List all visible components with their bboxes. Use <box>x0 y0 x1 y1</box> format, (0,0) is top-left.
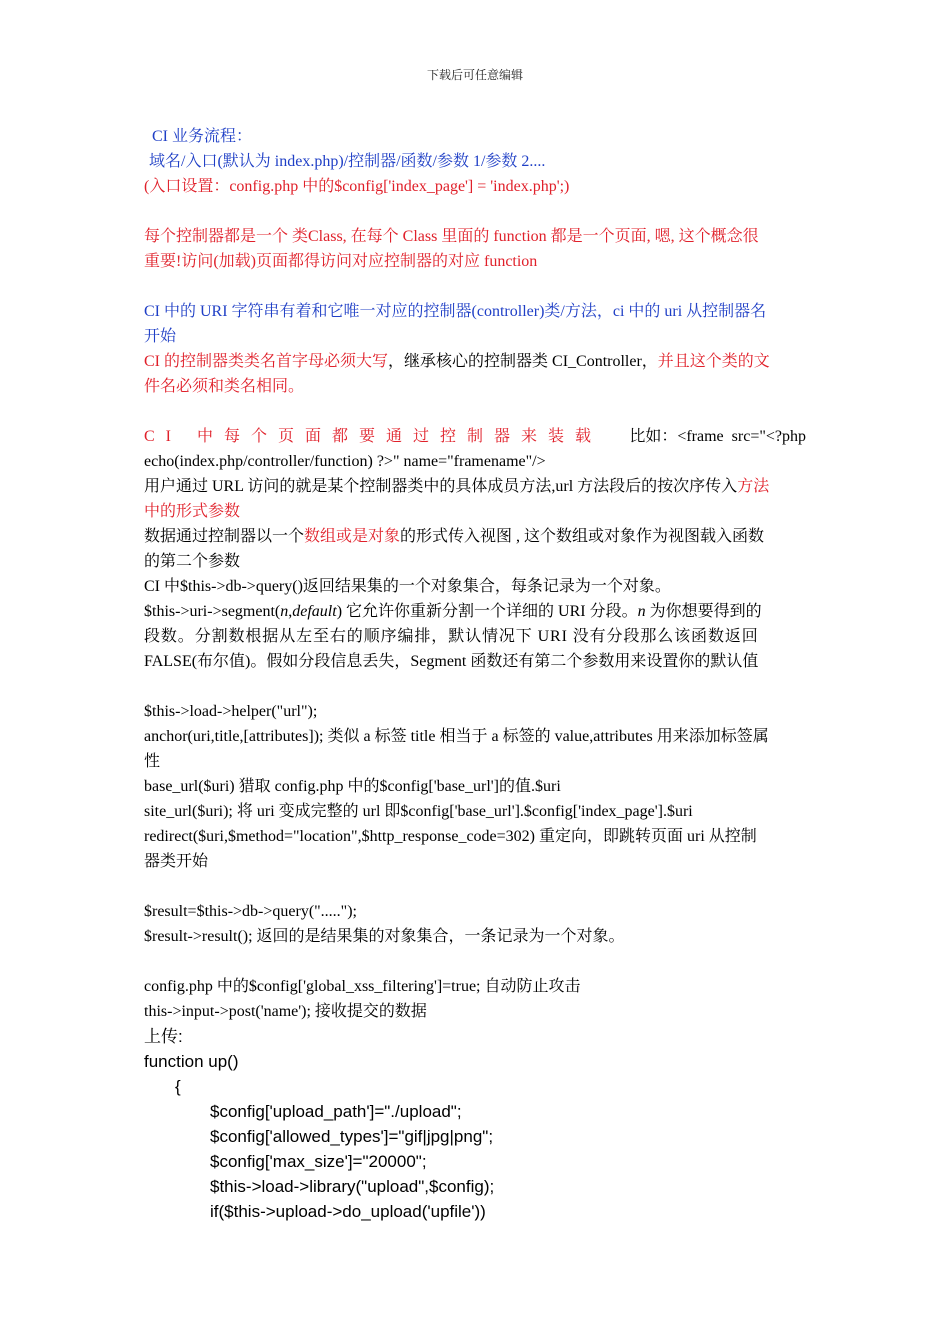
flow-title: CI 业务流程： <box>152 128 253 145</box>
url-access-line-1 <box>144 474 806 499</box>
document-body <box>144 124 806 1224</box>
classname-rule: CI 的控制器类类名首字母必须大写 <box>144 353 389 370</box>
url-access-text: 用户通过 URL 访问的就是某个控制器类中的具体成员方法,url 方法段后的按次序传入 <box>144 478 738 495</box>
page-header: 下载后可任意编辑 <box>426 68 523 82</box>
classname-line-1 <box>144 349 806 374</box>
result-result: $result->result(); 返回的是结果集的对象集合，一条记录为一个对象。 <box>144 928 625 945</box>
segment-line-3: FALSE(布尔值)。假如分段信息丢失，Segment 函数还有第二个参数用来设置你的默认值 <box>144 653 759 670</box>
xss-config: config.php 中的$config['global_xss_filtering']=true; 自动防止攻击 <box>144 978 581 995</box>
data-pass-highlight: 数组或是对象 <box>304 528 401 545</box>
data-pass-line-1 <box>144 524 806 549</box>
frame-example: 比如：<frame src="<?php <box>629 428 806 445</box>
upload-code-line: $config['allowed_types']="gif|jpg|png"; <box>210 1127 494 1146</box>
upload-code-line: $config['max_size']="20000"; <box>210 1152 427 1171</box>
upload-function: function up() <box>144 1052 239 1071</box>
spacer <box>144 199 806 224</box>
helper-load: $this->load->helper("url"); <box>144 703 318 720</box>
helper-anchor-1: anchor(uri,title,[attributes]); 类似 a 标签 title 相当于 a 标签的 value,attributes 用来添加标签属 <box>144 728 769 745</box>
data-pass-a: 数据通过控制器以一个 <box>144 528 305 545</box>
segment-n: n <box>280 603 289 620</box>
segment-n2: n <box>637 603 646 620</box>
input-post: this->input->post('name'); 接收提交的数据 <box>144 1003 427 1020</box>
spacer <box>144 949 806 974</box>
helper-anchor-2: 性 <box>144 753 161 770</box>
segment-comma: , <box>288 603 293 620</box>
query-line: CI 中$this->db->query()返回结果集的一个对象集合，每条记录为一个对象。 <box>144 578 671 595</box>
data-pass-line-2: 的第二个参数 <box>144 553 241 570</box>
spacer <box>144 399 806 424</box>
url-access-method: 方法 <box>737 478 770 495</box>
upload-code-line: $this->load->library("upload",$config); <box>210 1177 495 1196</box>
uri-line-1: CI 中的 URI 字符串有着和它唯一对应的控制器(controller)类/方法，ci 中的 uri 从控制器名 <box>144 303 767 320</box>
uri-line-2: 开始 <box>144 328 177 345</box>
upload-brace: { <box>175 1077 181 1096</box>
page-line-1 <box>144 424 806 449</box>
segment-line-2: 段数。分割数根据从左至右的顺序编排，默认情况下 URI 没有分段那么该函数返回 <box>144 628 759 645</box>
segment-a: $this->uri->segment( <box>144 603 281 620</box>
segment-line-1 <box>144 599 806 624</box>
page-line-2: echo(index.php/controller/function) ?>" name="framename"/> <box>144 453 546 470</box>
spacer <box>144 674 806 699</box>
result-query: $result=$this->db->query("....."); <box>144 903 357 920</box>
helper-base-url: base_url($uri) 猎取 config.php 中的$config['base_url']的值.$uri <box>144 778 561 795</box>
spacer <box>144 874 806 899</box>
segment-default: default <box>292 603 337 620</box>
segment-c: 为你想要得到的 <box>645 603 762 620</box>
data-pass-c: 的形式传入视图 , 这个数组或对象作为视图载入函数 <box>400 528 765 545</box>
flow-path: 域名/入口(默认为 index.php)/控制器/函数/参数 1/参数 2.... <box>149 153 546 170</box>
controllers-line-1: 每个控制器都是一个 类Class, 在每个 Class 里面的 function 都是一个页面, 嗯, 这个概念很 <box>144 228 759 245</box>
upload-label: 上传: <box>144 1027 183 1046</box>
helper-redirect-2: 器类开始 <box>144 853 209 870</box>
classname-inherit: ，继承核心的控制器类 CI_Controller， <box>388 353 658 370</box>
classname-line-2: 件名必须和类名相同。 <box>144 378 305 395</box>
upload-code-line: if($this->upload->do_upload('upfile')) <box>210 1202 486 1221</box>
upload-code-line: $config['upload_path']="./upload"; <box>210 1102 462 1121</box>
entry-setting: (入口设置：config.php 中的$config['index_page'] = 'index.php';) <box>144 178 570 195</box>
spacer <box>144 274 806 299</box>
page-load-rule: CI 中每个页面都要通过控制器来装载 <box>144 428 603 445</box>
helper-redirect-1: redirect($uri,$method="location",$http_response_code=302) 重定向，即跳转页面 uri 从控制 <box>144 828 757 845</box>
url-access-line-2: 中的形式参数 <box>144 503 241 520</box>
segment-b: ) 它允许你重新分割一个详细的 URI 分段。 <box>336 603 638 620</box>
classname-file-rule: 并且这个类的文 <box>657 353 770 370</box>
helper-site-url: site_url($uri); 将 uri 变成完整的 url 即$config['base_url'].$config['index_page'].$uri <box>144 803 693 820</box>
controllers-line-2: 重要!访问(加载)页面都得访问对应控制器的对应 function <box>144 253 538 270</box>
